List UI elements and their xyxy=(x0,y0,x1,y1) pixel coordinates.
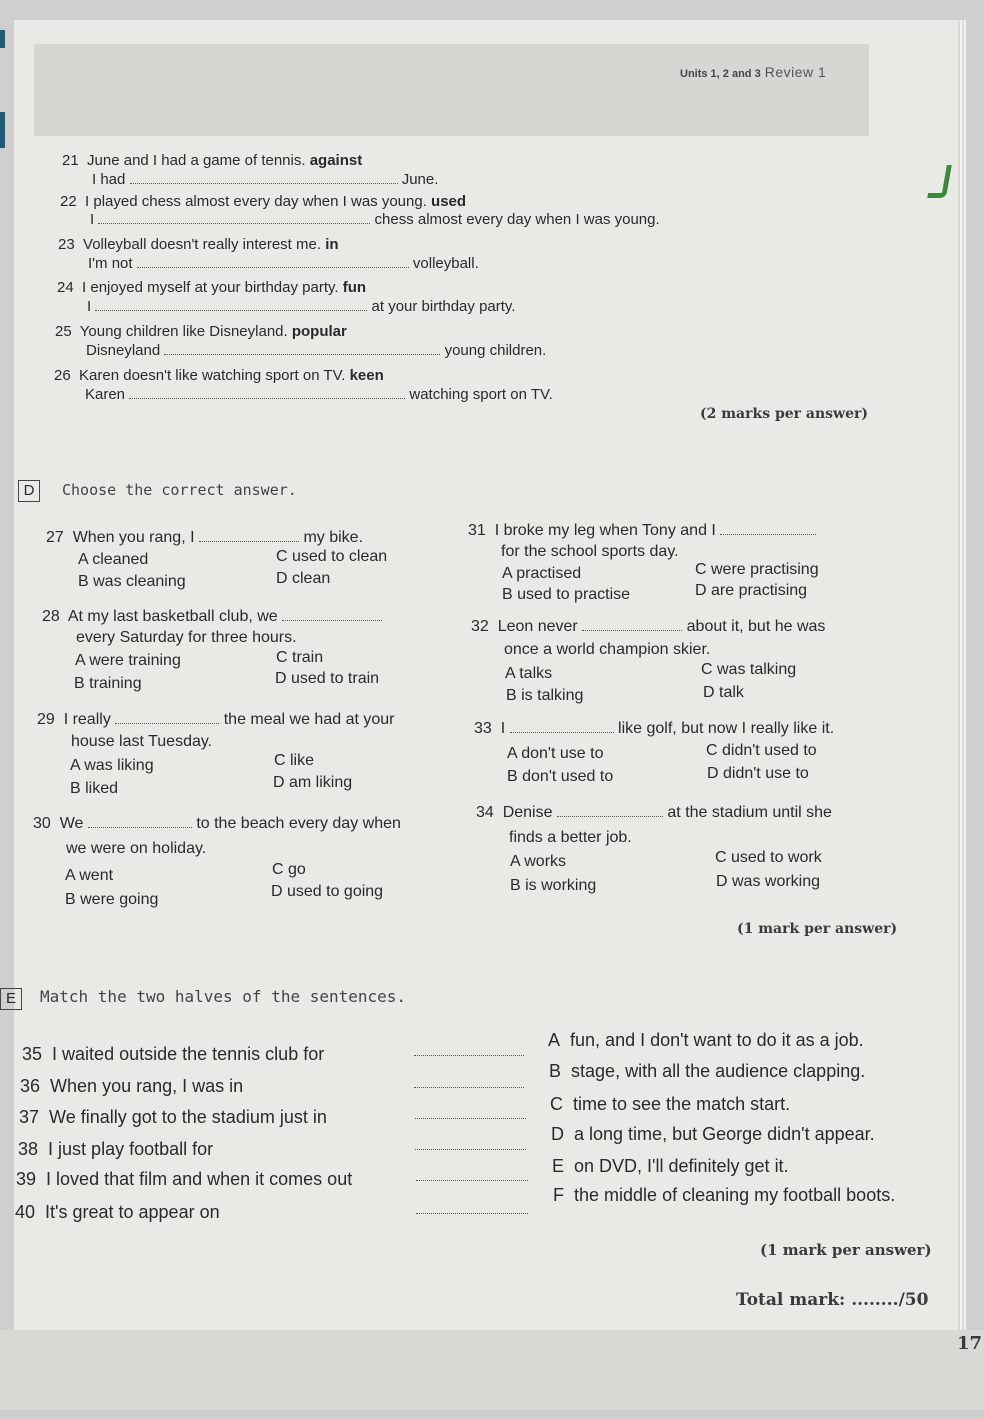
marks-note: (1 mark per answer) xyxy=(737,921,898,937)
question-21: 21 June and I had a game of tennis. against xyxy=(62,152,363,169)
match-blank-38[interactable] xyxy=(415,1137,526,1150)
answer-line-24: I at your birthday party. xyxy=(87,298,516,315)
option-30c[interactable]: C go xyxy=(272,861,306,878)
answer-line-23: I'm not volleyball. xyxy=(88,255,479,272)
question-26: 26 Karen doesn't like watching sport on TV. keen xyxy=(54,367,384,384)
question-33: 33 I like golf, but now I really like it. xyxy=(474,720,835,737)
blank[interactable] xyxy=(129,386,405,399)
option-27c[interactable]: C used to clean xyxy=(276,548,388,565)
match-right-a: A fun, and I don't want to do it as a job. xyxy=(548,1030,864,1050)
blank[interactable] xyxy=(137,255,409,268)
question-31: 31 I broke my leg when Tony and I xyxy=(468,522,816,540)
option-34b[interactable]: B is working xyxy=(510,877,597,894)
option-34d[interactable]: D was working xyxy=(716,873,821,890)
question-30-line2: we were on holiday. xyxy=(66,840,207,857)
question-23: 23 Volleyball doesn't really interest me. in xyxy=(58,236,339,253)
match-left-39: 39 I loved that film and when it comes out xyxy=(16,1169,353,1189)
section-e-title: Match the two halves of the sentences. xyxy=(40,987,407,1006)
page-number: 17 xyxy=(957,1333,983,1354)
marks-note: (2 marks per answer) xyxy=(700,406,868,422)
match-right-d: D a long time, but George didn't appear. xyxy=(551,1124,875,1144)
blank[interactable] xyxy=(88,815,192,828)
match-left-40: 40 It's great to appear on xyxy=(15,1202,220,1222)
match-blank-35[interactable] xyxy=(414,1043,524,1056)
option-28a[interactable]: A were training xyxy=(75,652,181,669)
option-27a[interactable]: A cleaned xyxy=(78,551,149,568)
question-32-line2: once a world champion skier. xyxy=(504,641,711,658)
match-blank-36[interactable] xyxy=(414,1075,524,1088)
section-e-box: E xyxy=(0,988,22,1010)
match-right-e: E on DVD, I'll definitely get it. xyxy=(552,1156,789,1176)
total-mark: Total mark: ......../50 xyxy=(736,1290,929,1310)
match-blank-37[interactable] xyxy=(415,1106,526,1119)
question-32: 32 Leon never about it, but he was xyxy=(471,618,826,635)
question-34-line2: finds a better job. xyxy=(509,829,632,846)
blank[interactable] xyxy=(95,298,367,311)
option-33d[interactable]: D didn't use to xyxy=(707,765,809,782)
option-33b[interactable]: B don't used to xyxy=(507,768,614,785)
page-edge-mark xyxy=(0,30,5,48)
question-22: 22 I played chess almost every day when I was young. used xyxy=(60,193,467,210)
section-d-box: D xyxy=(18,480,40,502)
option-32b[interactable]: B is talking xyxy=(506,687,584,704)
option-29c[interactable]: C like xyxy=(274,752,315,769)
option-32d[interactable]: D talk xyxy=(703,684,744,701)
blank[interactable] xyxy=(510,720,614,733)
answer-line-22: I chess almost every day when I was young. xyxy=(90,211,660,228)
option-30d[interactable]: D used to going xyxy=(271,883,384,900)
option-29a[interactable]: A was liking xyxy=(70,757,154,774)
match-right-c: C time to see the match start. xyxy=(550,1094,791,1114)
bottom-band xyxy=(0,1330,984,1410)
blank[interactable] xyxy=(115,711,219,724)
match-left-37: 37 We finally got to the stadium just in xyxy=(19,1107,327,1127)
option-34a[interactable]: A works xyxy=(510,853,567,870)
question-24: 24 I enjoyed myself at your birthday party. fun xyxy=(57,279,367,296)
blank[interactable] xyxy=(720,522,816,535)
option-34c[interactable]: C used to work xyxy=(715,849,822,866)
option-27d[interactable]: D clean xyxy=(276,570,331,587)
option-31c[interactable]: C were practising xyxy=(695,561,819,578)
option-27b[interactable]: B was cleaning xyxy=(78,573,186,590)
review-label: Review 1 xyxy=(764,64,827,80)
option-32a[interactable]: A talks xyxy=(505,665,553,682)
option-31a[interactable]: A practised xyxy=(502,565,582,582)
header-band xyxy=(34,44,869,136)
blank[interactable] xyxy=(98,211,370,224)
question-34: 34 Denise at the stadium until she xyxy=(476,804,832,821)
option-32c[interactable]: C was talking xyxy=(701,661,797,678)
match-blank-40[interactable] xyxy=(416,1201,528,1214)
page-header xyxy=(680,64,826,80)
option-33c[interactable]: C didn't used to xyxy=(706,742,817,759)
question-29: 29 I really the meal we had at your xyxy=(37,711,395,728)
match-right-b: B stage, with all the audience clapping. xyxy=(549,1061,866,1081)
answer-line-26: Karen watching sport on TV. xyxy=(85,386,553,403)
match-left-35: 35 I waited outside the tennis club for xyxy=(22,1044,325,1064)
blank[interactable] xyxy=(199,529,299,542)
page-edge-mark xyxy=(0,112,5,148)
question-28: 28 At my last basketball club, we xyxy=(42,608,382,626)
section-d-title: Choose the correct answer. xyxy=(62,481,297,499)
option-33a[interactable]: A don't use to xyxy=(507,745,604,762)
blank[interactable] xyxy=(164,342,440,355)
question-27: 27 When you rang, I my bike. xyxy=(46,529,364,546)
option-28c[interactable]: C train xyxy=(276,649,324,666)
option-28b[interactable]: B training xyxy=(74,675,142,692)
match-blank-39[interactable] xyxy=(416,1168,528,1181)
option-31b[interactable]: B used to practise xyxy=(502,586,631,603)
option-29d[interactable]: D am liking xyxy=(273,774,353,791)
blank[interactable] xyxy=(557,804,663,817)
blank[interactable] xyxy=(130,171,398,184)
question-28-line2: every Saturday for three hours. xyxy=(76,629,297,646)
match-left-38: 38 I just play football for xyxy=(18,1139,214,1159)
answer-line-25: Disneyland young children. xyxy=(86,342,547,359)
marks-note: (1 mark per answer) xyxy=(760,1241,932,1259)
option-31d[interactable]: D are practising xyxy=(695,582,808,599)
match-left-36: 36 When you rang, I was in xyxy=(20,1076,244,1096)
option-30a[interactable]: A went xyxy=(65,867,114,884)
question-31-line2: for the school sports day. xyxy=(501,543,679,560)
option-28d[interactable]: D used to train xyxy=(275,670,380,687)
question-25: 25 Young children like Disneyland. popular xyxy=(55,323,347,340)
option-30b[interactable]: B were going xyxy=(65,891,159,908)
question-30: 30 We to the beach every day when xyxy=(33,815,401,832)
answer-line-21: I had June. xyxy=(92,171,439,188)
match-right-f: F the middle of cleaning my football boots. xyxy=(553,1185,896,1205)
blank[interactable] xyxy=(282,608,382,621)
blank[interactable] xyxy=(582,618,682,631)
question-29-line2: house last Tuesday. xyxy=(71,733,213,750)
option-29b[interactable]: B liked xyxy=(70,780,119,797)
units-label: Units 1, 2 and 3 xyxy=(680,68,761,80)
